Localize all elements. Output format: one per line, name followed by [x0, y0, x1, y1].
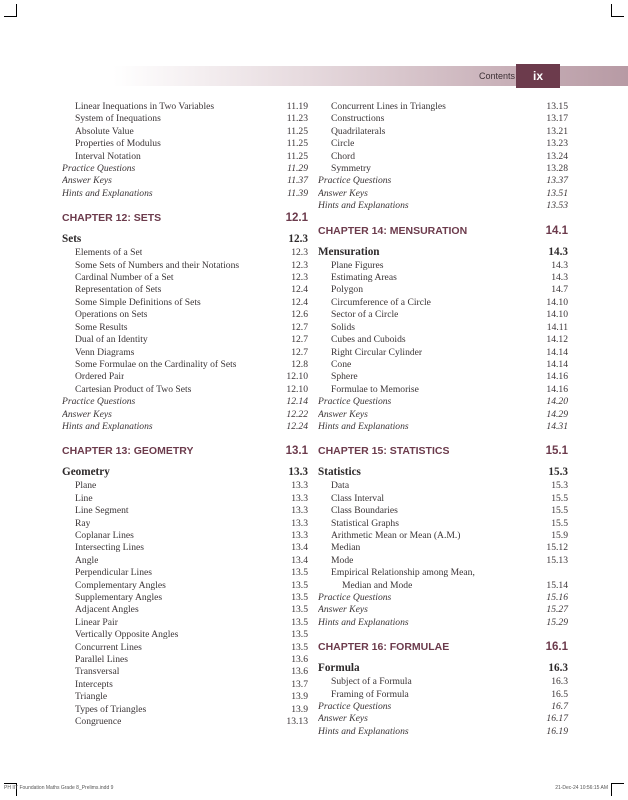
toc-entry	[318, 163, 568, 175]
toc-page-number: 13.6	[291, 666, 308, 678]
toc-entry-title: Practice Questions	[62, 163, 136, 175]
toc-entry-title: Answer Keys	[318, 408, 368, 420]
toc-entry-extra	[318, 188, 568, 200]
toc-entry-title: Congruence	[75, 716, 122, 728]
toc-page-number: 15.5	[551, 492, 568, 504]
toc-entry-title: Absolute Value	[75, 125, 134, 137]
toc-entry-title: Perpendicular Lines	[75, 567, 152, 579]
header-section-title: Contents	[478, 71, 515, 81]
toc-entry-title: Angle	[75, 554, 99, 566]
toc-entry	[318, 689, 568, 701]
toc-page-number: 14.12	[546, 334, 568, 346]
toc-entry	[62, 617, 308, 629]
toc-page-number: 16.17	[546, 713, 568, 725]
toc-entry-extra	[318, 409, 568, 421]
toc-entry-title: Dual of an Identity	[75, 334, 148, 346]
toc-entry	[318, 542, 568, 554]
chapter-heading	[318, 640, 568, 654]
toc-entry	[318, 347, 568, 359]
toc-page-number: 14.3	[551, 272, 568, 284]
toc-page-number: 12.10	[286, 371, 308, 383]
toc-entry-title: Adjacent Angles	[75, 604, 139, 616]
toc-page-number: 13.5	[291, 592, 308, 603]
toc-entry-title: Estimating Areas	[331, 272, 397, 284]
toc-page-number: 16.1	[545, 641, 568, 654]
toc-entry	[62, 505, 308, 517]
toc-page-number: 13.5	[291, 629, 308, 641]
toc-entry	[62, 580, 308, 592]
toc-page-number: 13.3	[291, 480, 308, 492]
toc-entry	[62, 493, 308, 505]
toc-page-number: 13.6	[291, 654, 308, 666]
toc-page-number: 14.20	[546, 396, 568, 408]
toc-entry-extra	[318, 175, 568, 187]
chapter-heading	[318, 444, 568, 458]
toc-page-number: 14.29	[546, 408, 568, 420]
toc-entry-title: Hints and Explanations	[318, 725, 409, 737]
toc-entry	[62, 666, 308, 678]
toc-entry-title: System of Inequations	[75, 113, 161, 125]
toc-page-number: 15.9	[551, 529, 568, 541]
toc-page-number: 13.3	[288, 466, 308, 479]
toc-entry	[318, 371, 568, 383]
toc-entry	[62, 322, 308, 334]
toc-page-number: 14.3	[548, 245, 568, 258]
toc-entry-title: Types of Triangles	[75, 703, 147, 715]
toc-entry	[318, 260, 568, 272]
toc-entry	[62, 297, 308, 309]
toc-entry-title: Practice Questions	[318, 396, 392, 408]
toc-entry	[62, 592, 308, 604]
toc-entry-title: Concurrent Lines in Triangles	[331, 101, 446, 112]
toc-entry	[318, 113, 568, 125]
toc-entry	[62, 272, 308, 284]
toc-page-number: 15.14	[546, 579, 568, 591]
toc-page-number: 12.3	[291, 247, 308, 259]
toc-entry-title: CHAPTER 15: STATISTICS	[318, 445, 450, 458]
toc-entry	[318, 309, 568, 321]
crop-mark	[4, 4, 17, 17]
toc-entry-title: Triangle	[75, 691, 108, 703]
toc-entry	[62, 716, 308, 728]
toc-page-number: 11.25	[286, 138, 308, 150]
toc-entry	[318, 676, 568, 688]
toc-page-number: 14.11	[546, 321, 568, 333]
toc-entry-extra	[318, 421, 568, 433]
toc-entry	[62, 334, 308, 346]
toc-entry-title: Elements of a Set	[75, 247, 143, 259]
toc-page-number: 15.12	[546, 542, 568, 554]
toc-page-number: 11.25	[286, 125, 308, 137]
toc-entry-extra	[318, 713, 568, 725]
toc-page-number: 11.23	[286, 113, 308, 125]
section-heading	[62, 464, 308, 480]
toc-page-number: 13.21	[546, 125, 568, 137]
toc-page-number: 13.37	[546, 175, 568, 187]
toc-entry-title: Circumference of a Circle	[331, 296, 431, 308]
toc-entry-extra	[62, 396, 308, 408]
toc-page-number: 15.29	[546, 616, 568, 628]
toc-page-number: 13.7	[291, 678, 308, 690]
toc-page-number: 15.3	[551, 480, 568, 492]
toc-entry-title: Coplanar Lines	[75, 529, 134, 541]
toc-page-number: 14.31	[546, 420, 568, 432]
toc-entry	[62, 384, 308, 396]
toc-page-number: 12.3	[291, 259, 308, 271]
toc-entry-title: Plane Figures	[331, 259, 384, 271]
toc-page-number: 13.13	[286, 716, 308, 728]
toc-entry-title: Class Boundaries	[331, 505, 398, 517]
toc-entry	[318, 284, 568, 296]
toc-page-number: 13.23	[546, 138, 568, 150]
toc-page-number: 13.3	[291, 492, 308, 504]
section-heading	[62, 231, 308, 247]
toc-page-number: 13.3	[291, 517, 308, 529]
toc-entry-title: Geometry	[62, 466, 110, 479]
toc-entry-title: Linear Inequations in Two Variables	[75, 101, 215, 112]
toc-entry-title: Polygon	[331, 284, 363, 296]
toc-entry	[62, 347, 308, 359]
toc-entry-title: Cubes and Cuboids	[331, 334, 406, 346]
toc-page-number: 13.9	[291, 703, 308, 715]
toc-page-number: 12.6	[291, 309, 308, 321]
toc-entry-title: Ray	[75, 517, 91, 529]
toc-entry-title: Solids	[331, 321, 355, 333]
toc-page-number: 11.29	[287, 163, 308, 175]
toc-entry-extra	[318, 701, 568, 713]
toc-entry-title: Chord	[331, 150, 355, 162]
toc-page-number: 13.3	[291, 505, 308, 517]
chapter-heading	[62, 211, 308, 225]
toc-entry-title: Cardinal Number of a Set	[75, 272, 174, 284]
toc-entry	[62, 679, 308, 691]
toc-entry	[318, 480, 568, 492]
toc-page-number: 13.5	[291, 579, 308, 591]
toc-entry-title: Hints and Explanations	[318, 616, 409, 628]
toc-entry	[62, 260, 308, 272]
toc-entry	[318, 297, 568, 309]
toc-entry-extra	[62, 409, 308, 421]
toc-entry-title: Practice Questions	[318, 701, 392, 713]
toc-page-number: 12.24	[286, 420, 308, 432]
toc-page-number: 12.7	[291, 334, 308, 346]
toc-page-number: 15.5	[551, 505, 568, 517]
toc-entry-title: Constructions	[331, 113, 385, 125]
toc-entry-title: Ordered Pair	[75, 371, 125, 383]
toc-entry-title: Some Sets of Numbers and their Notations	[75, 259, 240, 271]
toc-entry	[62, 567, 308, 579]
footer-file-label: PH IIT Foundation Maths Grade 8_Prelims.indd 9	[4, 785, 114, 791]
toc-page-number: 13.5	[291, 567, 308, 579]
toc-page-number: 12.10	[286, 383, 308, 395]
toc-page-number: 14.14	[546, 346, 568, 358]
toc-entry-title: Hints and Explanations	[318, 420, 409, 432]
toc-page-number: 12.7	[291, 346, 308, 358]
toc-entry-title: Answer Keys	[62, 175, 112, 187]
toc-page-number: 13.4	[291, 554, 308, 566]
toc-entry	[62, 284, 308, 296]
toc-entry	[318, 518, 568, 530]
toc-page-number: 14.3	[551, 259, 568, 271]
toc-page-number: 13.24	[546, 150, 568, 162]
toc-entry-title: Empirical Relationship among Mean,	[331, 567, 475, 579]
toc-entry-title: Cone	[331, 358, 352, 370]
toc-page-number: 15.13	[546, 554, 568, 566]
toc-page-number: 11.19	[286, 101, 308, 112]
toc-page-number: 14.16	[546, 383, 568, 395]
toc-page-number: 15.27	[546, 604, 568, 616]
toc-page-number: 13.1	[285, 445, 308, 458]
toc-entry-title: Cartesian Product of Two Sets	[75, 383, 192, 395]
toc-page-number: 16.3	[548, 662, 568, 675]
toc-entry	[318, 151, 568, 163]
toc-entry-title: Statistics	[318, 466, 361, 479]
chapter-heading	[62, 444, 308, 458]
toc-entry-title: Interval Notation	[75, 150, 141, 162]
chapter-heading	[318, 224, 568, 238]
toc-entry-title: Median	[331, 542, 361, 554]
toc-right-column	[318, 101, 568, 738]
toc-page-number: 12.1	[285, 212, 308, 225]
page-number: ix	[516, 64, 560, 88]
toc-entry	[318, 126, 568, 138]
toc-entry-title: Line Segment	[75, 505, 129, 517]
toc-entry-title: Complementary Angles	[75, 579, 166, 591]
toc-entry-title: Plane	[75, 480, 97, 492]
toc-page-number: 12.14	[286, 396, 308, 408]
toc-entry-title: Hints and Explanations	[318, 200, 409, 212]
toc-entry	[62, 704, 308, 716]
toc-entry-title: Practice Questions	[318, 175, 392, 187]
toc-entry-extra	[318, 604, 568, 616]
toc-entry-title: Some Simple Definitions of Sets	[75, 296, 201, 308]
toc-entry-title: Framing of Formula	[331, 688, 409, 700]
toc-page-number: 15.16	[546, 592, 568, 603]
toc-entry-title: Hints and Explanations	[62, 187, 153, 199]
toc-page-number: 12.4	[291, 284, 308, 296]
toc-entry	[318, 384, 568, 396]
toc-page-number: 13.15	[546, 101, 568, 112]
toc-entry-title: Median and Mode	[342, 579, 413, 591]
toc-entry	[62, 654, 308, 666]
toc-entry-extra	[318, 726, 568, 738]
toc-page-number: 13.4	[291, 542, 308, 554]
toc-entry-title: Properties of Modulus	[75, 138, 161, 150]
toc-entry	[62, 530, 308, 542]
toc-entry-title: Subject of a Formula	[331, 676, 412, 688]
toc-entry	[318, 138, 568, 150]
toc-entry	[62, 555, 308, 567]
toc-entry	[318, 555, 568, 567]
toc-entry	[318, 272, 568, 284]
toc-entry	[318, 567, 568, 579]
toc-page-number: 11.37	[287, 175, 308, 187]
toc-page-number: 14.10	[546, 296, 568, 308]
toc-page-number: 13.9	[291, 691, 308, 703]
toc-entry	[62, 518, 308, 530]
toc-entry	[62, 151, 308, 163]
toc-entry	[318, 322, 568, 334]
toc-entry-title: Data	[331, 480, 350, 492]
toc-entry	[62, 138, 308, 150]
toc-page-number: 12.8	[291, 358, 308, 370]
toc-page-number: 13.28	[546, 163, 568, 175]
toc-entry-title: Symmetry	[331, 163, 371, 175]
toc-entry	[318, 580, 568, 592]
toc-entry	[62, 604, 308, 616]
toc-entry	[318, 505, 568, 517]
toc-entry	[62, 480, 308, 492]
toc-entry-title: Right Circular Cylinder	[331, 346, 423, 358]
toc-entry-title: Practice Questions	[62, 396, 136, 408]
section-heading	[318, 464, 568, 480]
toc-entry	[62, 113, 308, 125]
toc-entry-title: CHAPTER 12: SETS	[62, 212, 162, 225]
toc-left-column	[62, 101, 308, 728]
toc-page-number: 16.7	[551, 701, 568, 713]
toc-entry-title: Sets	[62, 233, 82, 246]
toc-entry-title: Formulae to Memorise	[331, 383, 419, 395]
toc-entry-title: Operations on Sets	[75, 309, 148, 321]
toc-page-number: 16.3	[551, 676, 568, 688]
toc-entry-title: Intersecting Lines	[75, 542, 144, 554]
toc-page-number: 13.53	[546, 200, 568, 212]
toc-entry	[62, 542, 308, 554]
toc-entry-title: Answer Keys	[318, 713, 368, 725]
section-heading	[318, 660, 568, 676]
toc-page-number: 14.16	[546, 371, 568, 383]
toc-entry	[62, 629, 308, 641]
toc-page-number: 13.51	[546, 187, 568, 199]
toc-page-number: 13.5	[291, 616, 308, 628]
section-heading	[318, 244, 568, 260]
toc-entry-title: Answer Keys	[318, 604, 368, 616]
toc-page-number: 13.3	[291, 529, 308, 541]
toc-entry	[318, 334, 568, 346]
toc-entry-title: Linear Pair	[75, 616, 118, 628]
toc-entry	[62, 691, 308, 703]
toc-entry	[62, 642, 308, 654]
toc-page-number: 14.7	[551, 284, 568, 296]
toc-entry-title: Parallel Lines	[75, 654, 129, 666]
toc-entry-title: Mode	[331, 554, 354, 566]
toc-page-number: 12.4	[291, 296, 308, 308]
toc-entry-title: Practice Questions	[318, 592, 392, 603]
toc-entry-extra	[318, 200, 568, 212]
toc-entry	[62, 309, 308, 321]
toc-page-number: 13.17	[546, 113, 568, 125]
toc-entry-title: Intercepts	[75, 678, 113, 690]
toc-entry-extra	[62, 175, 308, 187]
toc-entry-title: CHAPTER 14: MENSURATION	[318, 224, 468, 237]
toc-entry	[318, 101, 568, 113]
toc-page-number: 16.19	[546, 725, 568, 737]
toc-entry-title: Venn Diagrams	[75, 346, 135, 358]
toc-entry-title: Line	[75, 492, 93, 504]
toc-entry-title: Supplementary Angles	[75, 592, 163, 603]
toc-entry-title: Representation of Sets	[75, 284, 162, 296]
toc-entry-extra	[318, 617, 568, 629]
toc-page-number: 15.3	[548, 466, 568, 479]
toc-page-number: 11.25	[286, 150, 308, 162]
toc-entry	[62, 371, 308, 383]
toc-entry-extra	[62, 421, 308, 433]
toc-page-number: 14.14	[546, 358, 568, 370]
toc-entry	[62, 247, 308, 259]
toc-entry-title: Circle	[331, 138, 355, 150]
toc-entry	[62, 101, 308, 113]
toc-entry-title: Quadrilaterals	[331, 125, 386, 137]
toc-page-number: 14.1	[545, 224, 568, 237]
toc-page-number: 12.7	[291, 321, 308, 333]
crop-mark	[611, 4, 624, 17]
toc-entry	[318, 493, 568, 505]
toc-entry-title: Answer Keys	[62, 408, 112, 420]
toc-entry-title: Some Results	[75, 321, 128, 333]
toc-page-number: 12.3	[291, 272, 308, 284]
toc-entry-extra	[318, 396, 568, 408]
toc-page-number: 16.5	[551, 688, 568, 700]
toc-entry-title: Sector of a Circle	[331, 309, 399, 321]
toc-entry-extra	[62, 163, 308, 175]
footer-timestamp: 21-Dec-24 10:56:15 AM	[555, 785, 608, 791]
toc-page-number: 12.22	[286, 408, 308, 420]
toc-entry-title: CHAPTER 13: GEOMETRY	[62, 445, 194, 458]
toc-entry-title: Some Formulae on the Cardinality of Sets	[75, 358, 237, 370]
toc-entry-title: CHAPTER 16: FORMULAE	[318, 641, 450, 654]
toc-entry	[318, 530, 568, 542]
toc-page-number: 15.5	[551, 517, 568, 529]
toc-page-number: 13.5	[291, 641, 308, 653]
toc-page-number: 12.3	[288, 233, 308, 246]
toc-entry-title: Transversal	[75, 666, 120, 678]
toc-entry-title: Answer Keys	[318, 187, 368, 199]
toc-entry-title: Formula	[318, 662, 360, 675]
toc-page-number: 15.1	[545, 445, 568, 458]
toc-entry-extra	[318, 592, 568, 604]
toc-page-number: 11.39	[287, 187, 308, 199]
toc-page-number: 13.5	[291, 604, 308, 616]
toc-entry-title: Arithmetic Mean or Mean (A.M.)	[331, 529, 461, 541]
toc-entry	[62, 126, 308, 138]
toc-page-number: 14.10	[546, 309, 568, 321]
toc-entry-title: Vertically Opposite Angles	[75, 629, 179, 641]
toc-entry	[62, 359, 308, 371]
toc-entry-title: Statistical Graphs	[331, 517, 399, 529]
toc-entry-title: Class Interval	[331, 492, 385, 504]
toc-entry-title: Concurrent Lines	[75, 641, 142, 653]
toc-entry-title: Mensuration	[318, 245, 380, 258]
crop-mark	[611, 783, 624, 796]
toc-entry-extra	[62, 188, 308, 200]
toc-entry-title: Sphere	[331, 371, 358, 383]
toc-entry-title: Hints and Explanations	[62, 420, 153, 432]
toc-entry	[318, 359, 568, 371]
